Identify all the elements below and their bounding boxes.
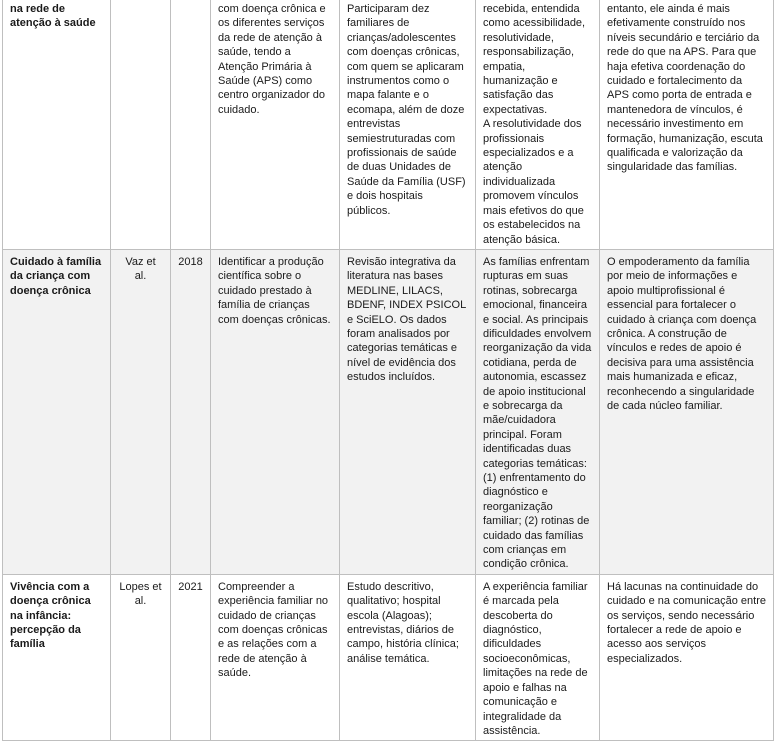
results-cell [476,574,600,740]
year: 2021 [178,580,203,593]
study-title: na rede de atenção à saúde [10,3,96,30]
results: recebida, entendida como acessibilidade, resolutividade, responsabilização, empatia, humanização e satisfação das expectativas. [483,3,586,116]
results-continued: A resolutividade dos profissionais especializados e a atenção individualizada promovem vínculos mais efetivos do que os estabelecidos na atenção básica. [483,118,584,246]
table-row [3,574,774,740]
conclusion: entanto, ele ainda é mais efetivamente construído nos níveis secundário e terciário da rede do que na APS. Para que haja efetiva coordenação do cuidado e fortalecimento da APS como porta de entrada e mantenedora de vínculos, é necessário investimento em formação, humanização, escuta qualificada e valorização da singularidade das famílias. [607,3,763,174]
year-cell [171,249,211,574]
authors-cell [111,249,171,574]
results-cell [476,249,600,574]
results: As famílias enfrentam rupturas em suas rotinas, sobrecarga emocional, financeira e social. As principais dificuldades envolvem reorganização da vida cotidiana, perda de autonomia, escassez de apoio institucional e sobrecarga da mãe/cuidadora principal. Foram identificadas duas categorias temáticas: [483,255,592,470]
results-cell [476,0,600,249]
method-cell [340,574,476,740]
method: Participaram dez familiares de crianças/adolescentes com doenças crônicas, com quem se aplicaram instrumentos como o mapa falante e o ecomapa, além de doze entrevistas semiestruturadas com profissionais de saúde de duas Unidades de Saúde da Família (USF) e dois hospitais públicos. [347,3,466,217]
table-row [3,249,774,574]
authors-cell [111,0,171,249]
literature-review-table [2,0,774,741]
results: A experiência familiar é marcada pela descoberta do diagnóstico, dificuldades socioeconômicas, limitações na rede de apoio e falhas na comunicação e integralidade da assistência. [483,580,588,737]
study-title-cell [3,0,111,249]
method-cell [340,249,476,574]
study-title-cell [3,574,111,740]
study-title-cell [3,249,111,574]
objective: Compreender a experiência familiar no cuidado de crianças com doenças crônicas e as relações com a rede de atenção à saúde. [218,580,329,680]
conclusion: Há lacunas na continuidade do cuidado e na comunicação entre os serviços, sendo necessário fortalecer a rede de apoio e acesso aos serviços especializados. [607,580,766,665]
conclusion: O empoderamento da família por meio de informações e apoio multiprofissional é essencial para fortalecer o cuidado à criança com doença crônica. A construção de vínculos e redes de apoio é decisiva para uma assistência mais humanizada e eficaz, reconhecendo a singularidade de cada núcleo familiar. [607,255,757,412]
method-cell [340,0,476,249]
authors: Lopes et al. [119,580,162,608]
conclusion-cell [600,249,774,574]
objective-cell [211,0,340,249]
authors: Vaz et al. [125,255,156,283]
method: Revisão integrativa da literatura nas bases MEDLINE, LILACS, BDENF, INDEX PSICOL e SciELO. Os dados foram analisados por categorias temáticas e nível de evidência dos estudos incluídos. [347,255,466,384]
year-cell [171,0,211,249]
method: Estudo descritivo, qualitativo; hospital escola (Alagoas); entrevistas, diários de campo, história clínica; análise temática. [347,580,459,665]
conclusion-cell [600,574,774,740]
objective-cell [211,249,340,574]
authors-cell [111,574,171,740]
objective: com doença crônica e os diferentes serviços da rede de atenção à saúde, tendo a Atenção Primária à Saúde (APS) como centro organizador do cuidado. [218,3,326,116]
objective-cell [211,574,340,740]
study-title: Cuidado à família da criança com doença crônica [10,255,102,297]
conclusion-cell [600,0,774,249]
year: 2018 [178,255,203,268]
objective: Identificar a produção científica sobre o cuidado prestado à família de crianças com doenças crônicas. [218,255,331,326]
study-title: Vivência com a doença crônica na infância: percepção da família [10,580,91,651]
year-cell [171,574,211,740]
table-row [3,0,774,249]
results-continued: (1) enfrentamento do diagnóstico e reorganização familiar; (2) rotinas de cuidado das famílias com crianças em condição crônica. [483,472,590,571]
